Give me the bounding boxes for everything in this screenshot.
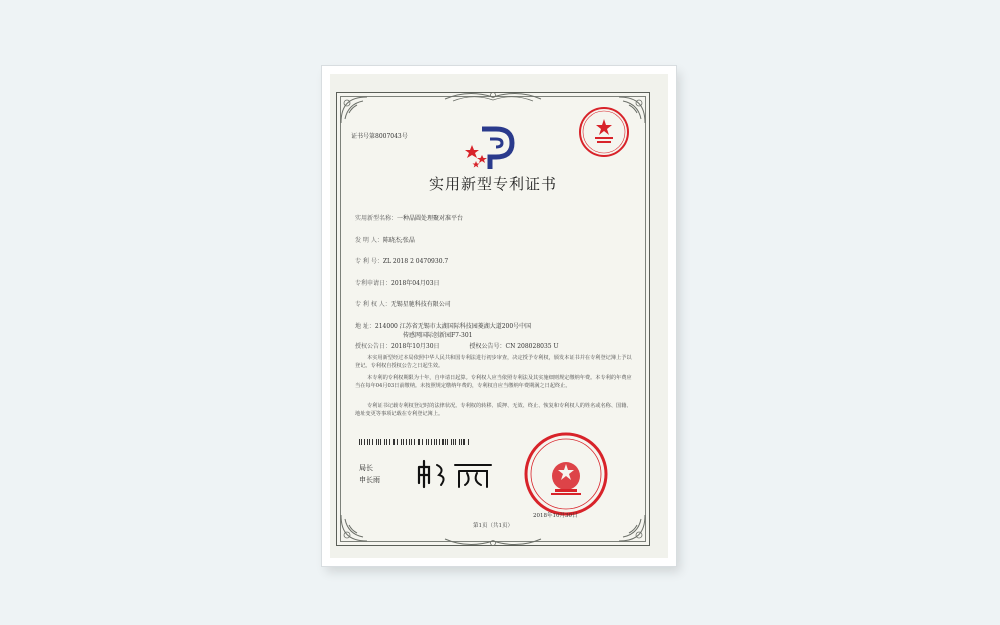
page-footer: 第1页（共1页） — [473, 523, 513, 529]
official-red-seal-icon — [523, 431, 609, 517]
barcode-bar — [394, 439, 395, 445]
field-address: 地 址：214000 江苏省无锡市太湖国际科技园菱湖大道200号中国 — [355, 323, 532, 330]
seal-date: 2018年10月30日 — [533, 513, 578, 519]
certificate-number: 证书号第8007043号 — [351, 133, 408, 140]
barcode-bar — [442, 439, 444, 445]
barcode-bar — [419, 439, 420, 445]
barcode-bar — [453, 439, 454, 445]
ornament-bottom-center-icon — [443, 535, 543, 549]
barcode-bar — [445, 439, 446, 445]
barcode-bar — [376, 439, 377, 445]
barcode-bar — [389, 439, 390, 445]
field-grant-date: 授权公告日：2018年10月30日 授权公告号：CN 208028035 U — [355, 343, 559, 350]
barcode-bar — [439, 439, 440, 445]
director-signature-icon — [415, 459, 495, 489]
barcode-bar — [386, 439, 388, 445]
barcode-bar — [431, 439, 432, 445]
field-patent-number: 专 利 号：ZL 2018 2 0470930.7 — [355, 258, 449, 265]
barcode-bar — [418, 439, 419, 445]
barcode-bar — [359, 439, 360, 445]
barcode-bar — [461, 439, 462, 445]
barcode-bar — [380, 439, 381, 445]
barcode-bar — [361, 439, 362, 445]
barcode-bar — [436, 439, 437, 445]
barcode-bar — [411, 439, 412, 445]
barcode-bar — [384, 439, 385, 445]
barcode-bar — [403, 439, 404, 445]
field-patentee: 专 利 权 人：无锡星驰科技有限公司 — [355, 301, 451, 308]
barcode-bar — [406, 439, 407, 445]
paragraph-grant-decision: 本实用新型经过本局依照中华人民共和国专利法进行初步审查，决定授予专利权，颁发本证书并在专利登记簿上予以登记。专利权自授权公告之日起生效。 — [355, 355, 632, 369]
barcode-bar — [451, 439, 452, 445]
barcode-bar — [409, 439, 410, 445]
barcode-bar — [447, 439, 448, 445]
barcode-bar — [364, 439, 365, 445]
ornament-top-left-icon — [339, 95, 369, 125]
director-name: 申长雨 — [359, 476, 380, 484]
barcode-bar — [428, 439, 429, 445]
barcode-bar — [367, 439, 368, 445]
barcode-bar — [393, 439, 394, 445]
barcode-bar — [455, 439, 456, 445]
field-inventor: 发 明 人：陈晓杰;张晶 — [355, 237, 415, 244]
barcode-bar — [372, 439, 373, 445]
field-application-date: 专利申请日：2018年04月03日 — [355, 280, 440, 287]
certificate-frame — [322, 66, 676, 566]
small-red-seal-icon — [577, 105, 631, 159]
field-utility-model-name: 实用新型名称：一种晶圆处理聚对准平台 — [355, 215, 464, 222]
certificate-paper — [336, 92, 650, 546]
patent-office-logo-icon — [462, 125, 518, 171]
certificate-title: 实用新型专利证书 — [428, 175, 557, 193]
paragraph-legal-status: 专利证书记载专利权登记时的法律状况。专利权的转移、质押、无效、终止、恢复和专利权人的姓名或名称、国籍、地址变更等事项记载在专利登记簿上。 — [355, 403, 632, 417]
paragraph-term: 本专利的专利权期限为十年，自申请日起算。专利权人应当依照专利法及其实施细则规定缴纳年费。本专利的年费应当在每年04月03日前缴纳。未按照规定缴纳年费的，专利权自应当缴纳年费期满之日起终止。 — [355, 375, 632, 389]
ornament-top-center-icon — [443, 89, 543, 103]
barcode-bar — [434, 439, 435, 445]
barcode — [359, 439, 469, 445]
barcode-bar — [463, 439, 465, 445]
director-label: 局长 — [359, 464, 373, 472]
barcode-bar — [459, 439, 460, 445]
barcode-bar — [378, 439, 379, 445]
field-address-line2: 传感网国际创新园F7-301 — [403, 332, 473, 339]
barcode-bar — [401, 439, 403, 445]
barcode-bar — [422, 439, 424, 445]
barcode-bar — [426, 439, 427, 445]
barcode-bar — [369, 439, 371, 445]
barcode-bar — [414, 439, 415, 445]
barcode-bar — [468, 439, 469, 445]
barcode-bar — [397, 439, 398, 445]
